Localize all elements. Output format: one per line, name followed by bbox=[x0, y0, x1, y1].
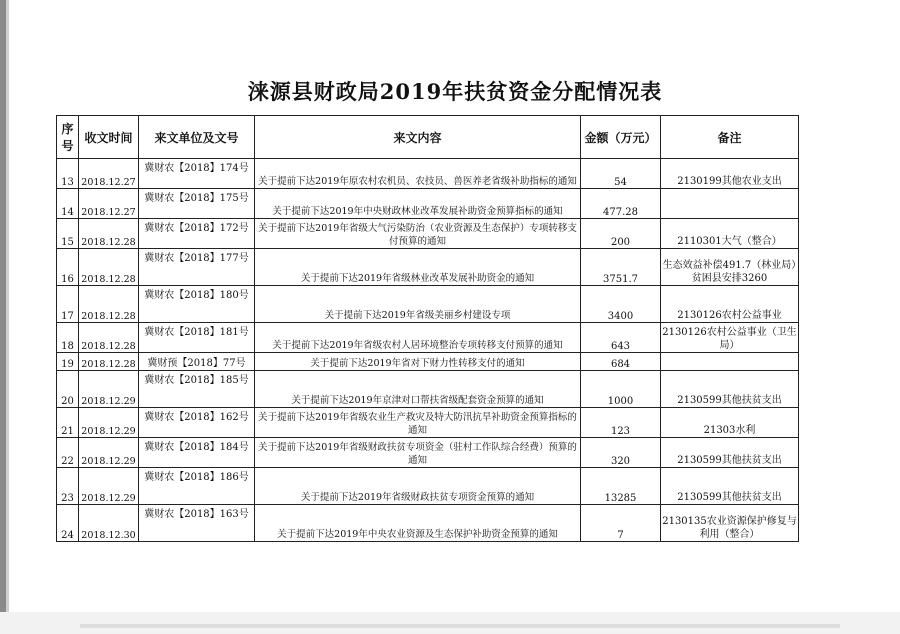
cell-no: 14 bbox=[57, 189, 79, 219]
cell-content: 关于提前下达2019年省级农村人居环境整治专项转移支付预算的通知 bbox=[255, 323, 581, 353]
cell-note bbox=[661, 353, 799, 371]
header-unit: 来文单位及文号 bbox=[139, 116, 255, 159]
table-row bbox=[57, 286, 799, 323]
cell-content: 关于提前下达2019年京津对口帮扶省级配套资金预算的通知 bbox=[255, 371, 581, 408]
table-row bbox=[57, 219, 799, 249]
cell-amount: 7 bbox=[581, 505, 661, 542]
header-amount: 金额（万元） bbox=[581, 116, 661, 159]
cell-no: 23 bbox=[57, 468, 79, 505]
cell-content: 关于提前下达2019年省级大气污染防治（农业资源及生态保护）专项转移支付预算的通知 bbox=[255, 219, 581, 249]
cell-date: 2018.12.29 bbox=[79, 371, 139, 408]
cell-date: 2018.12.29 bbox=[79, 438, 139, 468]
page-bottom-edge bbox=[0, 612, 900, 634]
cell-amount: 320 bbox=[581, 438, 661, 468]
cell-amount: 200 bbox=[581, 219, 661, 249]
header-date: 收文时间 bbox=[79, 116, 139, 159]
header-content: 来文内容 bbox=[255, 116, 581, 159]
cell-note: 2130599其他扶贫支出 bbox=[661, 438, 799, 468]
cell-note: 2130126农村公益事业（卫生局） bbox=[661, 323, 799, 353]
cell-no: 21 bbox=[57, 408, 79, 438]
cell-content: 关于提前下达2019年原农村农机员、农技员、兽医养老省级补助指标的通知 bbox=[255, 159, 581, 189]
cell-note: 2130599其他扶贫支出 bbox=[661, 371, 799, 408]
cell-amount: 643 bbox=[581, 323, 661, 353]
table-row bbox=[57, 189, 799, 219]
cell-content: 关于提前下达2019年中央财政林业改革发展补助资金预算指标的通知 bbox=[255, 189, 581, 219]
cell-amount: 13285 bbox=[581, 468, 661, 505]
table-row bbox=[57, 438, 799, 468]
cell-content: 关于提前下达2019年省级农业生产救灾及特大防汛抗旱补助资金预算指标的通知 bbox=[255, 408, 581, 438]
cell-date: 2018.12.28 bbox=[79, 323, 139, 353]
cell-amount: 3751.7 bbox=[581, 249, 661, 286]
cell-date: 2018.12.28 bbox=[79, 353, 139, 371]
cell-note: 2130599其他扶贫支出 bbox=[661, 468, 799, 505]
cell-doc: 冀财农【2018】180号 bbox=[139, 286, 255, 323]
header-no: 序号 bbox=[57, 116, 79, 159]
cell-no: 17 bbox=[57, 286, 79, 323]
table-row bbox=[57, 505, 799, 542]
cell-content: 关于提前下达2019年省级美丽乡村建设专项 bbox=[255, 286, 581, 323]
cell-date: 2018.12.27 bbox=[79, 189, 139, 219]
table-row bbox=[57, 353, 799, 371]
cell-content: 关于提前下达2019年省级林业改革发展补助资金的通知 bbox=[255, 249, 581, 286]
cell-amount: 1000 bbox=[581, 371, 661, 408]
allocation-table bbox=[56, 115, 799, 542]
cell-no: 24 bbox=[57, 505, 79, 542]
cell-doc: 冀财农【2018】184号 bbox=[139, 438, 255, 468]
table-row bbox=[57, 159, 799, 189]
cell-no: 16 bbox=[57, 249, 79, 286]
header-row bbox=[57, 116, 799, 159]
cell-date: 2018.12.28 bbox=[79, 286, 139, 323]
cell-date: 2018.12.28 bbox=[79, 249, 139, 286]
table-row bbox=[57, 371, 799, 408]
cell-date: 2018.12.27 bbox=[79, 159, 139, 189]
cell-no: 22 bbox=[57, 438, 79, 468]
cell-no: 20 bbox=[57, 371, 79, 408]
cell-date: 2018.12.28 bbox=[79, 219, 139, 249]
cell-note: 2130126农村公益事业 bbox=[661, 286, 799, 323]
cell-content: 关于提前下达2019年省级财政扶贫专项资金预算的通知 bbox=[255, 468, 581, 505]
cell-doc: 冀财农【2018】162号 bbox=[139, 408, 255, 438]
cell-doc: 冀财农【2018】163号 bbox=[139, 505, 255, 542]
cell-doc: 冀财农【2018】181号 bbox=[139, 323, 255, 353]
cell-no: 18 bbox=[57, 323, 79, 353]
scan-edge-light bbox=[6, 0, 9, 634]
cell-note: 2130135农业资源保护修复与利用（整合） bbox=[661, 505, 799, 542]
cell-doc: 冀财农【2018】172号 bbox=[139, 219, 255, 249]
cell-note: 21303水利 bbox=[661, 408, 799, 438]
cell-content: 关于提前下达2019年省级财政扶贫专项资金（驻村工作队综合经费）预算的通知 bbox=[255, 438, 581, 468]
cell-doc: 冀财农【2018】175号 bbox=[139, 189, 255, 219]
cell-date: 2018.12.29 bbox=[79, 408, 139, 438]
cell-amount: 684 bbox=[581, 353, 661, 371]
cell-amount: 54 bbox=[581, 159, 661, 189]
cell-doc: 冀财农【2018】177号 bbox=[139, 249, 255, 286]
cell-amount: 477.28 bbox=[581, 189, 661, 219]
cell-no: 19 bbox=[57, 353, 79, 371]
cell-amount: 123 bbox=[581, 408, 661, 438]
bottom-bleed-strip bbox=[80, 624, 840, 628]
header-note: 备注 bbox=[661, 116, 799, 159]
cell-date: 2018.12.29 bbox=[79, 468, 139, 505]
table-row bbox=[57, 323, 799, 353]
cell-doc: 冀财农【2018】185号 bbox=[139, 371, 255, 408]
cell-note: 生态效益补偿491.7（林业局）贫困县安排3260 bbox=[661, 249, 799, 286]
page-title: 涞源县财政局2019年扶贫资金分配情况表 bbox=[247, 79, 663, 104]
table-row bbox=[57, 468, 799, 505]
cell-content: 关于提前下达2019年省对下财力性转移支付的通知 bbox=[255, 353, 581, 371]
cell-note: 2110301大气（整合） bbox=[661, 219, 799, 249]
cell-amount: 3400 bbox=[581, 286, 661, 323]
cell-doc: 冀财农【2018】186号 bbox=[139, 468, 255, 505]
cell-doc: 冀财农【2018】174号 bbox=[139, 159, 255, 189]
cell-date: 2018.12.30 bbox=[79, 505, 139, 542]
table-row bbox=[57, 249, 799, 286]
cell-no: 13 bbox=[57, 159, 79, 189]
cell-note bbox=[661, 189, 799, 219]
table-row bbox=[57, 408, 799, 438]
cell-note: 2130199其他农业支出 bbox=[661, 159, 799, 189]
cell-content: 关于提前下达2019年中央农业资源及生态保护补助资金预算的通知 bbox=[255, 505, 581, 542]
cell-doc: 冀财预【2018】77号 bbox=[139, 353, 255, 371]
cell-no: 15 bbox=[57, 219, 79, 249]
